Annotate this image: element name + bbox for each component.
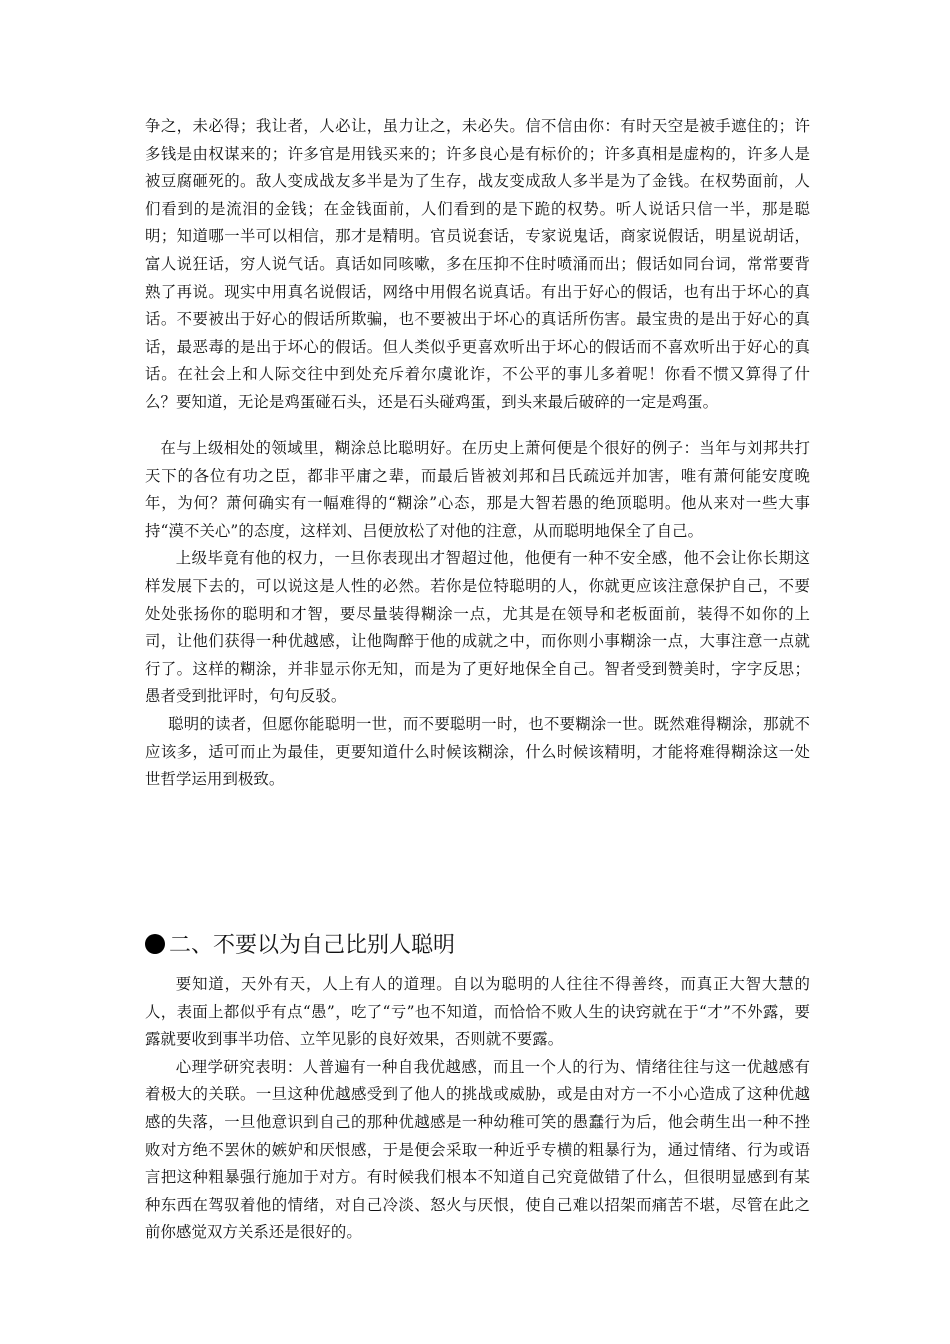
paragraph: 争之，未必得；我让者，人必让，虽力让之，未必失。信不信由你：有时天空是被手遮住的；许多钱是由权谋来的；许多官是用钱买来的；许多良心是有标价的；许多真相是虚构的，许多人是被豆腐砸死的。敌人变成战友多半是为了生存，战友变成敌人多半是为了金钱。在权势面前，人们看到的是流泪的金钱；在金钱面前，人们看到的是下跪的权势。听人说话只信一半，那是聪明；知道哪一半可以相信，那才是精明。官员说套话，专家说鬼话，商家说假话，明星说胡话，富人说狂话，穷人说气话。真话如同咳嗽，多在压抑不住时喷涌而出；假话如同台词，常常要背熟了再说。现实中用真名说假话，网络中用假名说真话。有出于好心的假话，也有出于坏心的真话。不要被出于好心的假话所欺骗，也不要被出于坏心的真话所伤害。最宝贵的是出于好心的真话，最恶毒的是出于坏心的假话。但人类似乎更喜欢听出于坏心的假话而不喜欢听出于好心的真话。在社会上和人际交往中到处充斥着尔虞讹诈，不公平的事儿多着呢！你看不惯又算得了什么？要知道，无论是鸡蛋碰石头，还是石头碰鸡蛋，到头来最后破碎的一定是鸡蛋。 [145, 117, 810, 411]
paragraph: 要知道，天外有天，人上有人的道理。自以为聪明的人往往不得善终，而真正大智大慧的人，表面上都似乎有点“愚”，吃了“亏”也不知道，而恰恰不败人生的诀窍就在于“才”不外露，要露就要收到事半功倍、立竿见影的良好效果，否则就不要露。 [145, 975, 810, 1049]
text-block-bottom [145, 971, 810, 1247]
text-block-top [145, 113, 810, 417]
paragraph: 心理学研究表明：人普遍有一种自我优越感，而且一个人的行为、情绪往往与这一优越感有着极大的关联。一旦这种优越感受到了他人的挑战或威胁，或是由对方一不小心造成了这种优越感的失落，一旦他意识到自己的那种优越感是一种幼稚可笑的愚蠢行为后，他会萌生出一种不挫败对方绝不罢休的嫉妒和厌恨感，于是便会采取一种近乎专横的粗暴行为，通过情绪、行为或语言把这种粗暴强行施加于对方。有时候我们根本不知道自己究竟做错了什么，但很明显感到有某种东西在驾驭着他的情绪，对自己冷淡、怒火与厌恨，使自己难以招架而痛苦不堪，尽管在此之前你感觉双方关系还是很好的。 [145, 1057, 810, 1242]
section-heading [145, 930, 810, 962]
paragraph: 在与上级相处的领域里，糊涂总比聪明好。在历史上萧何便是个很好的例子：当年与刘邦共打天下的各位有功之臣，都非平庸之辈，而最后皆被刘邦和吕氏疏远并加害，唯有萧何能安度晚年，为何？萧何确实有一幅难得的“糊涂”心态，那是大智若愚的绝顶聪明。他从来对一些大事持“漠不关心”的态度，这样刘、吕便放松了对他的注意，从而聪明地保全了自己。 [145, 439, 810, 540]
bullet-icon [145, 934, 165, 954]
section-heading-text: 二、不要以为自己比别人聪明 [169, 933, 456, 958]
text-block-middle [145, 435, 810, 794]
paragraph: 聪明的读者，但愿你能聪明一世，而不要聪明一时，也不要糊涂一世。既然难得糊涂，那就不应该多，适可而止为最佳，更要知道什么时候该糊涂，什么时候该精明，才能将难得糊涂这一处世哲学运用到极致。 [145, 714, 810, 789]
paragraph: 上级毕竟有他的权力，一旦你表现出才智超过他，他便有一种不安全感，他不会让你长期这样发展下去的，可以说这是人性的必然。若你是位特聪明的人，你就更应该注意保护自己，不要处处张扬你的聪明和才智，要尽量装得糊涂一点，尤其是在领导和老板面前，装得不如你的上司，让他们获得一种优越感，让他陶醉于他的成就之中，而你则小事糊涂一点，大事注意一点就行了。这样的糊涂，并非显示你无知，而是为了更好地保全自己。智者受到赞美时，字字反思；愚者受到批评时，句句反驳。 [145, 549, 810, 706]
